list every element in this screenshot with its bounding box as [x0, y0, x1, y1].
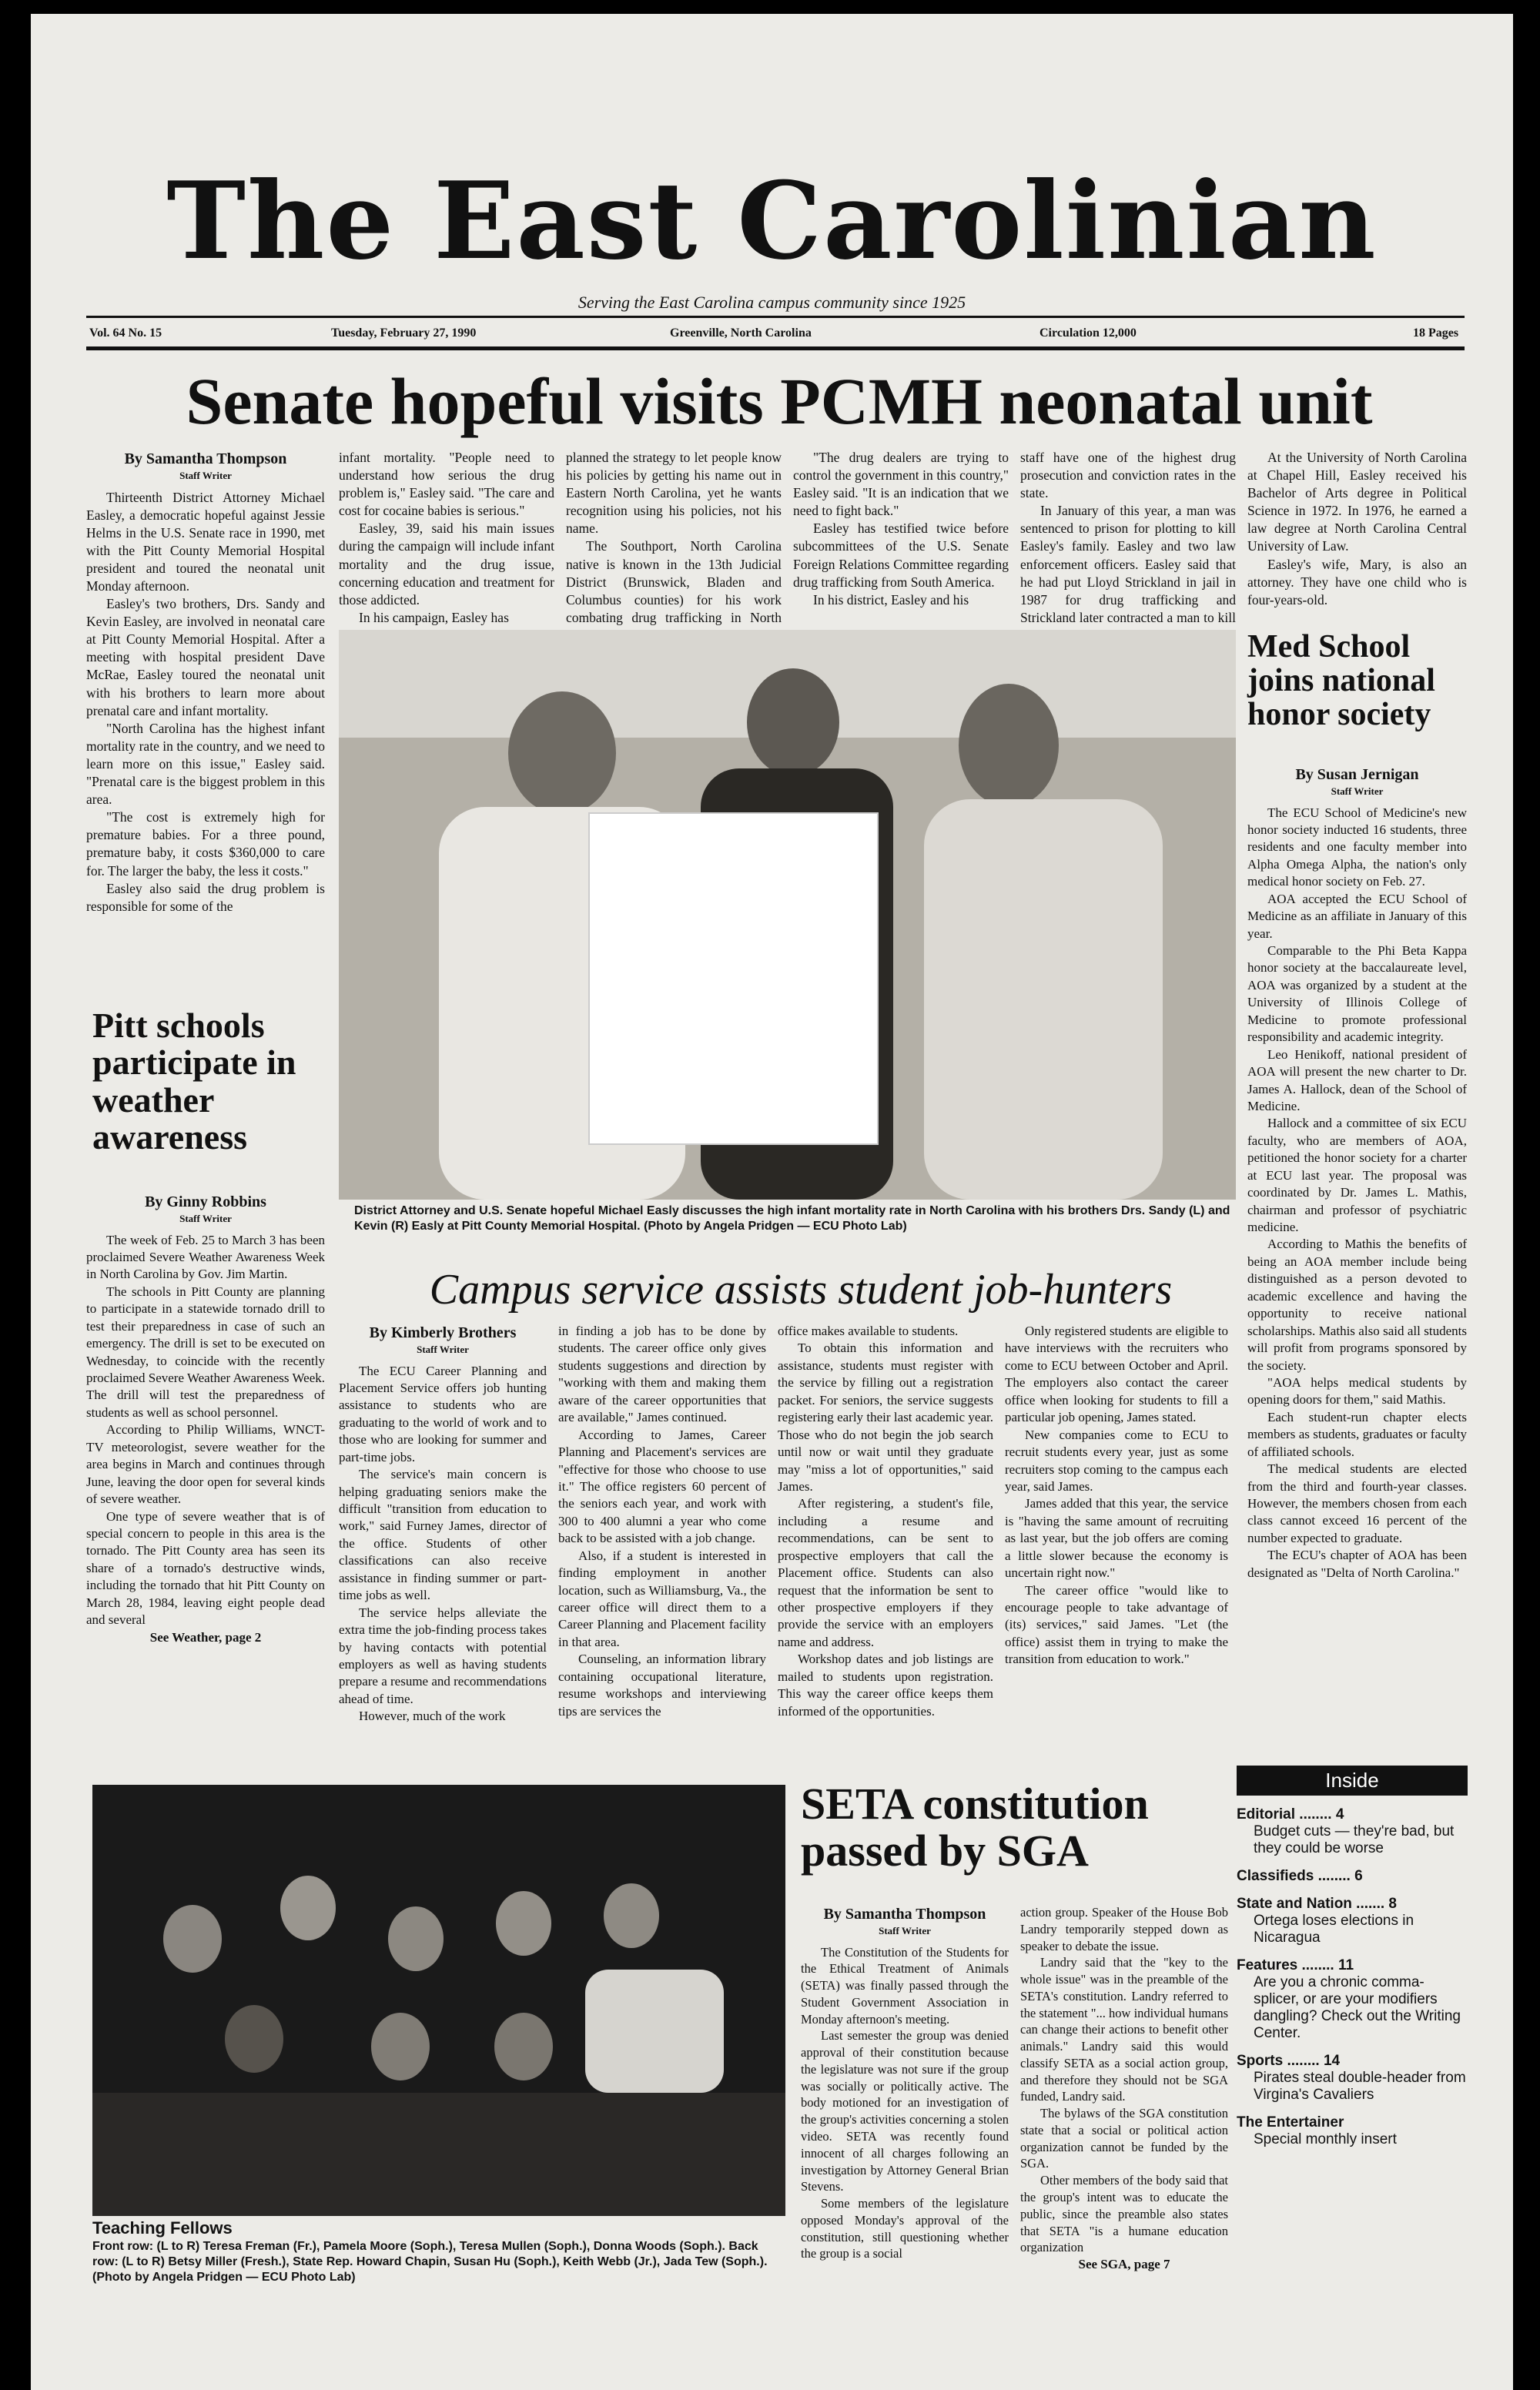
lead-paragraph: At the University of North Carolina at Chapel Hill, Easley received his Bachelor of Arts degree in Political Science in 1972. In 1976, he earned a law degree at North Carolina Central University of Law.: [1247, 450, 1467, 554]
circulation: Circulation 12,000: [1040, 326, 1137, 340]
med-paragraph: The medical students are elected from the third and fourth-year classes. However, the members chosen from each class cannot exceed 16 percent of the number expected to graduate.: [1247, 1461, 1467, 1545]
inside-item[interactable]: [1237, 2114, 1468, 2148]
photo-illustration: [92, 1785, 785, 2216]
lead-column-2: [339, 449, 554, 627]
masthead-title: The East Carolinian: [166, 158, 1378, 283]
lead-paragraph: Easley has testified twice before subcommittees of the U.S. Senate Foreign Relations Committee regarding drug trafficking from South America.: [793, 521, 1009, 590]
lead-paragraph: "The drug dealers are trying to control the government in this country," Easley said. "It is an indication that we need to fight back.": [793, 450, 1009, 519]
career-paragraph: The service helps alleviate the extra time the job-finding process takes by having contacts with potential employers as well as having students prepare a resume and recommendations ahead of time.: [339, 1605, 547, 1706]
lead-paragraph: In his campaign, Easley has: [359, 609, 509, 625]
inside-item-page: 14: [1323, 2053, 1341, 2069]
lead-paragraph: Easley also said the drug problem is responsible for some of the: [86, 880, 325, 914]
weather-paragraph: The schools in Pitt County are planning to participate in a statewide tornado drill to test their preparedness in case of such an emergency. The drill is set to be executed on Wednesday, to coincide with the recently proclaimed Severe Weather Awareness Week. The drill will test the preparedness of students as well as school personnel.: [86, 1284, 325, 1420]
med-headline: Med School joins national honor society: [1247, 629, 1435, 733]
lead-byline-role: Staff Writer: [179, 470, 232, 482]
career-byline: By Kimberly Brothers: [369, 1324, 517, 1341]
inside-item[interactable]: Editorial ........ 4 Budget cuts — they're bad, but they could be worse: [1237, 1806, 1468, 1857]
career-column-2: [558, 1323, 766, 1720]
career-paragraph: The service's main concern is helping graduating seniors make the difficult "transition from education to work," said Furney James, director of the office. Students of other classifications can also receive assistance in finding summer or part-time jobs as well.: [339, 1467, 547, 1603]
inside-item-section: Editorial: [1237, 1806, 1296, 1823]
career-column-1: [339, 1323, 547, 1726]
lead-paragraph: Easley, 39, said his main issues during the campaign will include infant mortality and the drug issue, concerning education and treatment for those addicted.: [339, 521, 554, 608]
newspaper-page: [31, 14, 1513, 2390]
career-column-3: [778, 1323, 993, 1720]
lead-paragraph: staff have one of the highest drug prosecution and conviction rates in the state.: [1020, 450, 1236, 501]
fellows-photo: [92, 1785, 785, 2216]
lead-byline: By Samantha Thompson: [124, 450, 287, 467]
med-paragraph: AOA accepted the ECU School of Medicine as an affiliate in January of this year.: [1247, 891, 1467, 941]
dateline-place: Greenville, North Carolina: [670, 326, 812, 340]
med-paragraph: The ECU School of Medicine's new honor society inducted 16 students, three residents and one faculty member into Alpha Omega Alpha, the nation's only medical honor society on Feb. 27.: [1247, 805, 1467, 889]
weather-headline: Pitt schools participate in weather awareness: [92, 1006, 296, 1157]
lead-column-5: [1020, 449, 1236, 644]
seta-paragraph: Landry said that the "key to the whole issue" was in the preamble of the SETA's constitution. Landry referred to the statement "... how individual humans can change their actions to benefit other animals." Landry said this would classify SETA as a social action group, and therefore they should not be SGA funded, Landry said.: [1020, 1955, 1228, 2104]
fellows-caption: [92, 2218, 785, 2285]
fellows-caption-text: Front row: (L to R) Teresa Freman (Fr.), Pamela Moore (Soph.), Teresa Mullen (Soph.), Donna Woods (Soph.). Back row: (L to R) Betsy Miller (Fresh.), State Rep. Howard Chapin, Susan Hu (Soph.), Keith Webb (Jr.), Jada Tew (Soph.). (Photo by Angela Pridgen — ECU Photo Lab): [92, 2239, 768, 2284]
weather-byline-role: Staff Writer: [179, 1213, 232, 1225]
inside-item-section: Classifieds: [1237, 1868, 1314, 1884]
career-paragraph: After registering, a student's file, including a resume and recommendations, can be sent to prospective employers that call the Placement office. Students can also request that the information be sent to other prospective employers if they provide the service with an employers name and address.: [778, 1496, 993, 1649]
page-count: 18 Pages: [1413, 326, 1459, 340]
inside-item-section: The Entertainer: [1237, 2114, 1344, 2131]
masthead-tagline: Serving the East Carolina campus community since 1925: [578, 293, 966, 312]
lead-column-6: [1247, 449, 1467, 609]
lead-photo-caption: District Attorney and U.S. Senate hopeful Michael Easly discusses the high infant mortality rate in North Carolina with his brothers Drs. Sandy (L) and Kevin (R) Easly at Pitt County Memorial Hospital. (Photo by Angela Pridgen — ECU Photo Lab): [354, 1204, 1230, 1233]
folio-rule-bottom: [86, 346, 1465, 350]
lead-headline: Senate hopeful visits PCMH neonatal unit: [186, 364, 1373, 438]
folio-rule-top: [86, 316, 1465, 318]
career-paragraph: in finding a job has to be done by students. The career office only gives students suggestions and direction by "working with them and making them aware of the career opportunities that are available," James continued.: [558, 1324, 766, 1425]
lead-paragraph: In January of this year, a man was sentenced to prison for plotting to kill Easley's family. Easley and two law enforcement officers. Easley said that he had put Lloyd Strickland in jail in 1987 for drug trafficking and Strickland later contracted a man to kill: [1020, 503, 1236, 625]
inside-item-section: State and Nation: [1237, 1896, 1352, 1912]
weather-byline: By Ginny Robbins: [145, 1193, 266, 1210]
inside-item-desc: Are you a chronic comma-splicer, or are your modifiers dangling? Check out the Writing Center.: [1254, 1974, 1461, 2041]
inside-item-page: 8: [1388, 1896, 1397, 1912]
inside-item[interactable]: Sports ........ 14 Pirates steal double-header from Virgina's Cavaliers: [1237, 2053, 1468, 2104]
career-paragraph: Counseling, an information library containing occupational literature, resume workshops and interviewing tips are services the: [558, 1652, 766, 1719]
career-paragraph: The career office "would like to encourage people to take advantage of (its) services," said James. "Let (the office) assist them in trying to make the transition from education to work.": [1005, 1582, 1228, 1667]
lead-paragraph: In his district, Easley and his: [813, 591, 969, 608]
lead-paragraph: "North Carolina has the highest infant mortality rate in the country, and we need to learn more on this issue," Easley said. "Prenatal care is the biggest problem in this area.: [86, 720, 325, 808]
volume-number: Vol. 64 No. 15: [89, 326, 162, 340]
weather-paragraph: The week of Feb. 25 to March 3 has been proclaimed Severe Weather Awareness Week in North Carolina by Gov. Jim Martin.: [86, 1232, 325, 1282]
career-headline: Campus service assists student job-hunters: [429, 1266, 1173, 1314]
seta-paragraph: action group. Speaker of the House Bob Landry temporarily stepped down as speaker to debate the issue.: [1020, 1905, 1228, 1953]
med-paragraph: Each student-run chapter elects members as students, graduates or faculty of affiliated schools.: [1247, 1409, 1467, 1459]
lead-paragraph: Thirteenth District Attorney Michael Easley, a democratic hopeful against Jessie Helms in the U.S. Senate race in 1990, met with the Pitt County Memorial Hospital president and toured the neonatal unit Monday afternoon.: [86, 489, 325, 594]
lead-paragraph: Easley's two brothers, Drs. Sandy and Kevin Easley, are involved in neonatal care at Pitt County Memorial Hospital. After a meeting with hospital president Dave McRae, Easley toured the neonatal unit with his brothers to learn more about prenatal care and infant mortality.: [86, 596, 325, 718]
inside-item[interactable]: State and Nation ....... 8 Ortega loses elections in Nicaragua: [1237, 1896, 1468, 1946]
weather-paragraph: One type of severe weather that is of special concern to people in this area is the tornado. The Pitt County area has seen its share of a tornado's destructive winds, including the tornado that hit Pitt County on March 28, 1984, leaving eight people dead and several: [86, 1508, 325, 1628]
lead-paragraph: "The cost is extremely high for premature babies. For a three pound, premature baby, it costs $360,000 to care for. The larger the baby, the less it costs.": [86, 809, 325, 879]
career-paragraph: New companies come to ECU to recruit students every year, just as some recruiters stop coming to the campus each year, said James.: [1005, 1427, 1228, 1494]
seta-byline: By Samantha Thompson: [823, 1906, 986, 1923]
career-paragraph: Only registered students are eligible to have interviews with the recruiters who come to ECU between October and April. The employers also contact the career office when looking for students to fill a particular job opening, James stated.: [1005, 1324, 1228, 1425]
career-paragraph: The ECU Career Planning and Placement Service offers job hunting assistance to students who are graduating to the world of work and to those who are looking for summer and part-time jobs.: [339, 1363, 547, 1464]
seta-paragraph: Some members of the legislature opposed Monday's approval of the constitution, still questioning whether the group is a social: [801, 2196, 1009, 2261]
career-column-4: [1005, 1323, 1228, 1669]
inside-item-desc: Ortega loses elections in Nicaragua: [1254, 1913, 1414, 1946]
career-paragraph: According to James, Career Planning and Placement's services are "effective for those who choose to use it." The office registers 60 percent of the seniors each year, and work with 300 to 400 alumni a year who come back to be assisted with a job change.: [558, 1427, 766, 1546]
weather-paragraph: According to Philip Williams, WNCT-TV meteorologist, severe weather for the area begins in March and continues through June, leaving the door open for several kinds of severe weather.: [86, 1422, 325, 1507]
seta-paragraph: The Constitution of the Students for the Ethical Treatment of Animals (SETA) was finally passed through the Student Government Association in Monday afternoon's meeting.: [801, 1944, 1009, 2027]
seta-column-2: [1020, 1904, 1228, 2274]
med-paragraph: The ECU's chapter of AOA has been designated as "Delta of North Carolina.": [1247, 1548, 1467, 1580]
career-paragraph: James added that this year, the service is "having the same amount of recruiting as last year, but the job offers are coming a little slower because the economy is uncertain right now.": [1005, 1496, 1228, 1581]
lead-paragraph: Easley's wife, Mary, is also an attorney. They have one child who is four-years-old.: [1247, 556, 1467, 608]
inside-item-section: Features: [1237, 1957, 1298, 1973]
inside-index: [1237, 1766, 1468, 2148]
photo-illustration: [339, 630, 1236, 1200]
career-paragraph: office makes available to students.: [778, 1324, 959, 1338]
med-paragraph: Hallock and a committee of six ECU faculty, who are members of AOA, petitioned the honor society for a charter at ECU last year. The proposal was coordinated by Dr. James L. Mathis, chairman and professor of psychiatric medicine.: [1247, 1116, 1467, 1235]
med-paragraph: According to Mathis the benefits of being an AOA member include being distinguished as a person devoted to academic excellence and having the opportunity to receive national scholarships. Mathis also said all students will profit from programs sponsored by the society.: [1247, 1237, 1467, 1373]
inside-item[interactable]: Features ........ 11 Are you a chronic comma-splicer, or are your modifiers dangling? Check out the Writing Center.: [1237, 1957, 1468, 2042]
seta-headline: SETA constitution passed by SGA: [801, 1779, 1149, 1876]
inside-title: Inside: [1237, 1766, 1468, 1796]
seta-jump-line[interactable]: See SGA, page 7: [1078, 2257, 1170, 2272]
seta-byline-role: Staff Writer: [879, 1925, 931, 1937]
med-column: [1247, 765, 1467, 1582]
lead-column-4: [793, 449, 1009, 609]
inside-item-desc: Pirates steal double-header from Virgina's Cavaliers: [1254, 2070, 1466, 2103]
weather-jump-line[interactable]: See Weather, page 2: [149, 1629, 262, 1645]
career-paragraph: Workshop dates and job listings are mailed to students upon registration. This way the career office keeps them informed of the opportunities.: [778, 1652, 993, 1719]
lead-photo: [339, 630, 1236, 1200]
med-byline-role: Staff Writer: [1331, 785, 1384, 798]
seta-column-1: [801, 1904, 1009, 2262]
seta-paragraph: The bylaws of the SGA constitution state that a social or political action organization cannot be funded by the SGA.: [1020, 2106, 1228, 2171]
folio-line: [31, 326, 1513, 345]
lead-paragraph: planned the strategy to let people know his policies by getting his name out in Eastern North Carolina, yet he wants recognition using his policies, not his name.: [566, 450, 782, 537]
career-paragraph: However, much of the work: [359, 1709, 506, 1724]
inside-item-desc: Budget cuts — they're bad, but they could be worse: [1254, 1823, 1455, 1856]
med-paragraph: Leo Henikoff, national president of AOA will present the new charter to Dr. James A. Hallock, dean of the School of Medicine.: [1247, 1046, 1467, 1113]
lead-column-1: [86, 449, 325, 915]
career-paragraph: Also, if a student is interested in finding employment in another location, such as Williamsburg, Va., the career office will direct them to a Career Planning and Placement facility in that area.: [558, 1548, 766, 1649]
inside-item-page: 4: [1335, 1806, 1344, 1823]
inside-item-desc: Special monthly insert: [1254, 2131, 1397, 2147]
career-paragraph: To obtain this information and assistance, students must register with the service by filling out a registration packet. For seniors, the service suggests registering early their last academic year. Those who do not begin the job search until now or wait until they graduate may "miss a lot of opportunities," said James.: [778, 1341, 993, 1494]
seta-paragraph: Last semester the group was denied approval of their constitution because the legislature was not sure if the group was socially or politically active. The body motioned for an investigation of the group's activities concerning a stolen video. SETA was recently found innocent of all charges following an investigation by Attorney General Brian Stevens.: [801, 2028, 1009, 2194]
inside-item-section: Sports: [1237, 2053, 1284, 2069]
inside-item[interactable]: Classifieds ........ 6: [1237, 1868, 1363, 1884]
lead-column-3: [566, 449, 782, 644]
lead-paragraph: The Southport, North Carolina native is known in the 13th Judicial District (Brunswick, Bladen and Columbus counties) for his work combating drug trafficking in North: [566, 538, 782, 625]
lead-paragraph: infant mortality. "People need to understand how serious the drug problem is," Easley said. "The care and cost for cocaine babies is serious.": [339, 450, 554, 519]
seta-paragraph: Other members of the body said that the group's intent was to educate the public, since the preamble also states that SETA "is a humane education organization: [1020, 2173, 1228, 2255]
fellows-title: Teaching Fellows: [92, 2218, 233, 2238]
inside-item-page: 6: [1354, 1868, 1363, 1884]
issue-date: Tuesday, February 27, 1990: [331, 326, 477, 340]
inside-item-page: 11: [1338, 1957, 1354, 1973]
med-paragraph: "AOA helps medical students by opening doors for them," said Mathis.: [1247, 1374, 1467, 1408]
med-byline: By Susan Jernigan: [1295, 766, 1419, 783]
med-paragraph: Comparable to the Phi Beta Kappa honor society at the baccalaureate level, AOA was organized by a student at the University of Illinois College of Medicine to promote professional responsibility and academic integrity.: [1247, 943, 1467, 1045]
career-byline-role: Staff Writer: [417, 1344, 469, 1356]
weather-column: [86, 1192, 325, 1646]
